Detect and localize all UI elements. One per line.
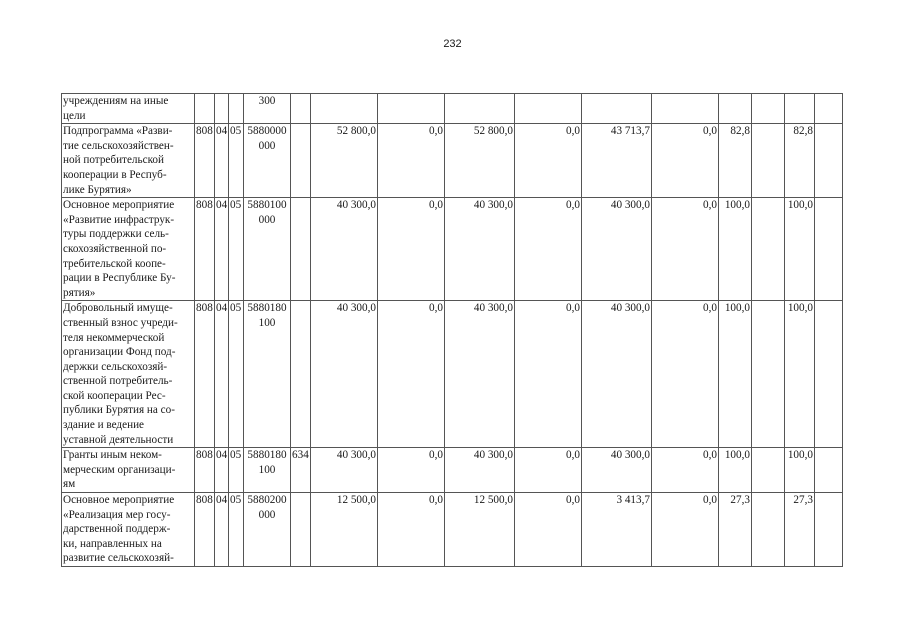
target-article-cell: 5880200 000 <box>244 493 291 567</box>
amount-cell-2: 0,0 <box>378 301 445 448</box>
expense-type-cell <box>291 124 311 198</box>
section-cell: 04 <box>215 198 229 301</box>
amount-cell-4 <box>515 94 582 124</box>
percent-cell-3: 27,3 <box>785 493 815 567</box>
budget-table <box>61 93 843 567</box>
grbs-cell: 808 <box>195 124 215 198</box>
amount-cell-2: 0,0 <box>378 124 445 198</box>
empty-cell <box>815 493 843 567</box>
percent-cell-3: 100,0 <box>785 198 815 301</box>
amount-cell-5: 40 300,0 <box>582 198 652 301</box>
table-row <box>62 94 843 124</box>
amount-cell-3 <box>445 94 515 124</box>
percent-cell-3: 100,0 <box>785 301 815 448</box>
percent-cell-3: 82,8 <box>785 124 815 198</box>
page-number: 232 <box>443 38 462 50</box>
amount-cell-3: 40 300,0 <box>445 301 515 448</box>
target-article-cell: 300 <box>244 94 291 124</box>
amount-cell-5: 40 300,0 <box>582 448 652 493</box>
amount-cell-2: 0,0 <box>378 198 445 301</box>
row-name-cell: Добровольный имуще- ственный взнос учреди- теля некоммерческой организации Фонд под- держки сельскохозяй- ственной потребитель- ской кооперации Рес- публики Бурятия на со- здание и ведение уставной деятельности <box>62 301 195 448</box>
percent-cell-2 <box>752 448 785 493</box>
grbs-cell: 808 <box>195 493 215 567</box>
grbs-cell: 808 <box>195 448 215 493</box>
section-cell: 04 <box>215 301 229 448</box>
row-name-cell: учреждениям на иные цели <box>62 94 195 124</box>
percent-cell-2 <box>752 493 785 567</box>
percent-cell-1: 100,0 <box>719 448 752 493</box>
amount-cell-5: 3 413,7 <box>582 493 652 567</box>
grbs-cell: 808 <box>195 198 215 301</box>
expense-type-cell <box>291 94 311 124</box>
amount-cell-1: 40 300,0 <box>311 198 378 301</box>
percent-cell-1: 27,3 <box>719 493 752 567</box>
percent-cell-2 <box>752 301 785 448</box>
amount-cell-4: 0,0 <box>515 198 582 301</box>
empty-cell <box>815 448 843 493</box>
subsection-cell: 05 <box>229 493 244 567</box>
section-cell: 04 <box>215 493 229 567</box>
section-cell <box>215 94 229 124</box>
amount-cell-1: 12 500,0 <box>311 493 378 567</box>
amount-cell-1: 52 800,0 <box>311 124 378 198</box>
target-article-cell: 5880100 000 <box>244 198 291 301</box>
percent-cell-2 <box>752 124 785 198</box>
table-row <box>62 448 843 493</box>
percent-cell-1: 100,0 <box>719 301 752 448</box>
expense-type-cell: 634 <box>291 448 311 493</box>
grbs-cell <box>195 94 215 124</box>
subsection-cell <box>229 94 244 124</box>
table-row <box>62 301 843 448</box>
amount-cell-2: 0,0 <box>378 493 445 567</box>
percent-cell-2 <box>752 94 785 124</box>
expense-type-cell <box>291 493 311 567</box>
amount-cell-4: 0,0 <box>515 124 582 198</box>
section-cell: 04 <box>215 124 229 198</box>
amount-cell-1: 40 300,0 <box>311 448 378 493</box>
percent-cell-2 <box>752 198 785 301</box>
amount-cell-3: 52 800,0 <box>445 124 515 198</box>
amount-cell-2 <box>378 94 445 124</box>
amount-cell-4: 0,0 <box>515 493 582 567</box>
subsection-cell: 05 <box>229 301 244 448</box>
amount-cell-3: 12 500,0 <box>445 493 515 567</box>
empty-cell <box>815 94 843 124</box>
empty-cell <box>815 124 843 198</box>
table-row <box>62 124 843 198</box>
amount-cell-1 <box>311 94 378 124</box>
section-cell: 04 <box>215 448 229 493</box>
target-article-cell: 5880000 000 <box>244 124 291 198</box>
table-row <box>62 198 843 301</box>
amount-cell-3: 40 300,0 <box>445 448 515 493</box>
subsection-cell: 05 <box>229 198 244 301</box>
row-name-cell: Основное мероприятие «Реализация мер госу- дарственной поддерж- ки, направленных на развитие сельскохозяй- <box>62 493 195 567</box>
amount-cell-1: 40 300,0 <box>311 301 378 448</box>
percent-cell-1 <box>719 94 752 124</box>
percent-cell-1: 82,8 <box>719 124 752 198</box>
subsection-cell: 05 <box>229 124 244 198</box>
row-name-cell: Подпрограмма «Разви- тие сельскохозяйствен- ной потребительской кооперации в Респуб- лике Бурятия» <box>62 124 195 198</box>
table-row <box>62 493 843 567</box>
amount-cell-5: 43 713,7 <box>582 124 652 198</box>
expense-type-cell <box>291 301 311 448</box>
percent-cell-3: 100,0 <box>785 448 815 493</box>
amount-cell-6 <box>652 94 719 124</box>
amount-cell-2: 0,0 <box>378 448 445 493</box>
target-article-cell: 5880180 100 <box>244 448 291 493</box>
amount-cell-3: 40 300,0 <box>445 198 515 301</box>
amount-cell-4: 0,0 <box>515 448 582 493</box>
expense-type-cell <box>291 198 311 301</box>
target-article-cell: 5880180 100 <box>244 301 291 448</box>
empty-cell <box>815 198 843 301</box>
amount-cell-5: 40 300,0 <box>582 301 652 448</box>
amount-cell-6: 0,0 <box>652 493 719 567</box>
amount-cell-5 <box>582 94 652 124</box>
percent-cell-1: 100,0 <box>719 198 752 301</box>
percent-cell-3 <box>785 94 815 124</box>
row-name-cell: Основное мероприятие «Развитие инфраструк- туры поддержки сель- скохозяйственной по- требительской коопе- рации в Республике Бу- рятия» <box>62 198 195 301</box>
empty-cell <box>815 301 843 448</box>
amount-cell-4: 0,0 <box>515 301 582 448</box>
amount-cell-6: 0,0 <box>652 301 719 448</box>
amount-cell-6: 0,0 <box>652 448 719 493</box>
amount-cell-6: 0,0 <box>652 124 719 198</box>
subsection-cell: 05 <box>229 448 244 493</box>
grbs-cell: 808 <box>195 301 215 448</box>
amount-cell-6: 0,0 <box>652 198 719 301</box>
row-name-cell: Гранты иным неком- мерческим организаци- ям <box>62 448 195 493</box>
